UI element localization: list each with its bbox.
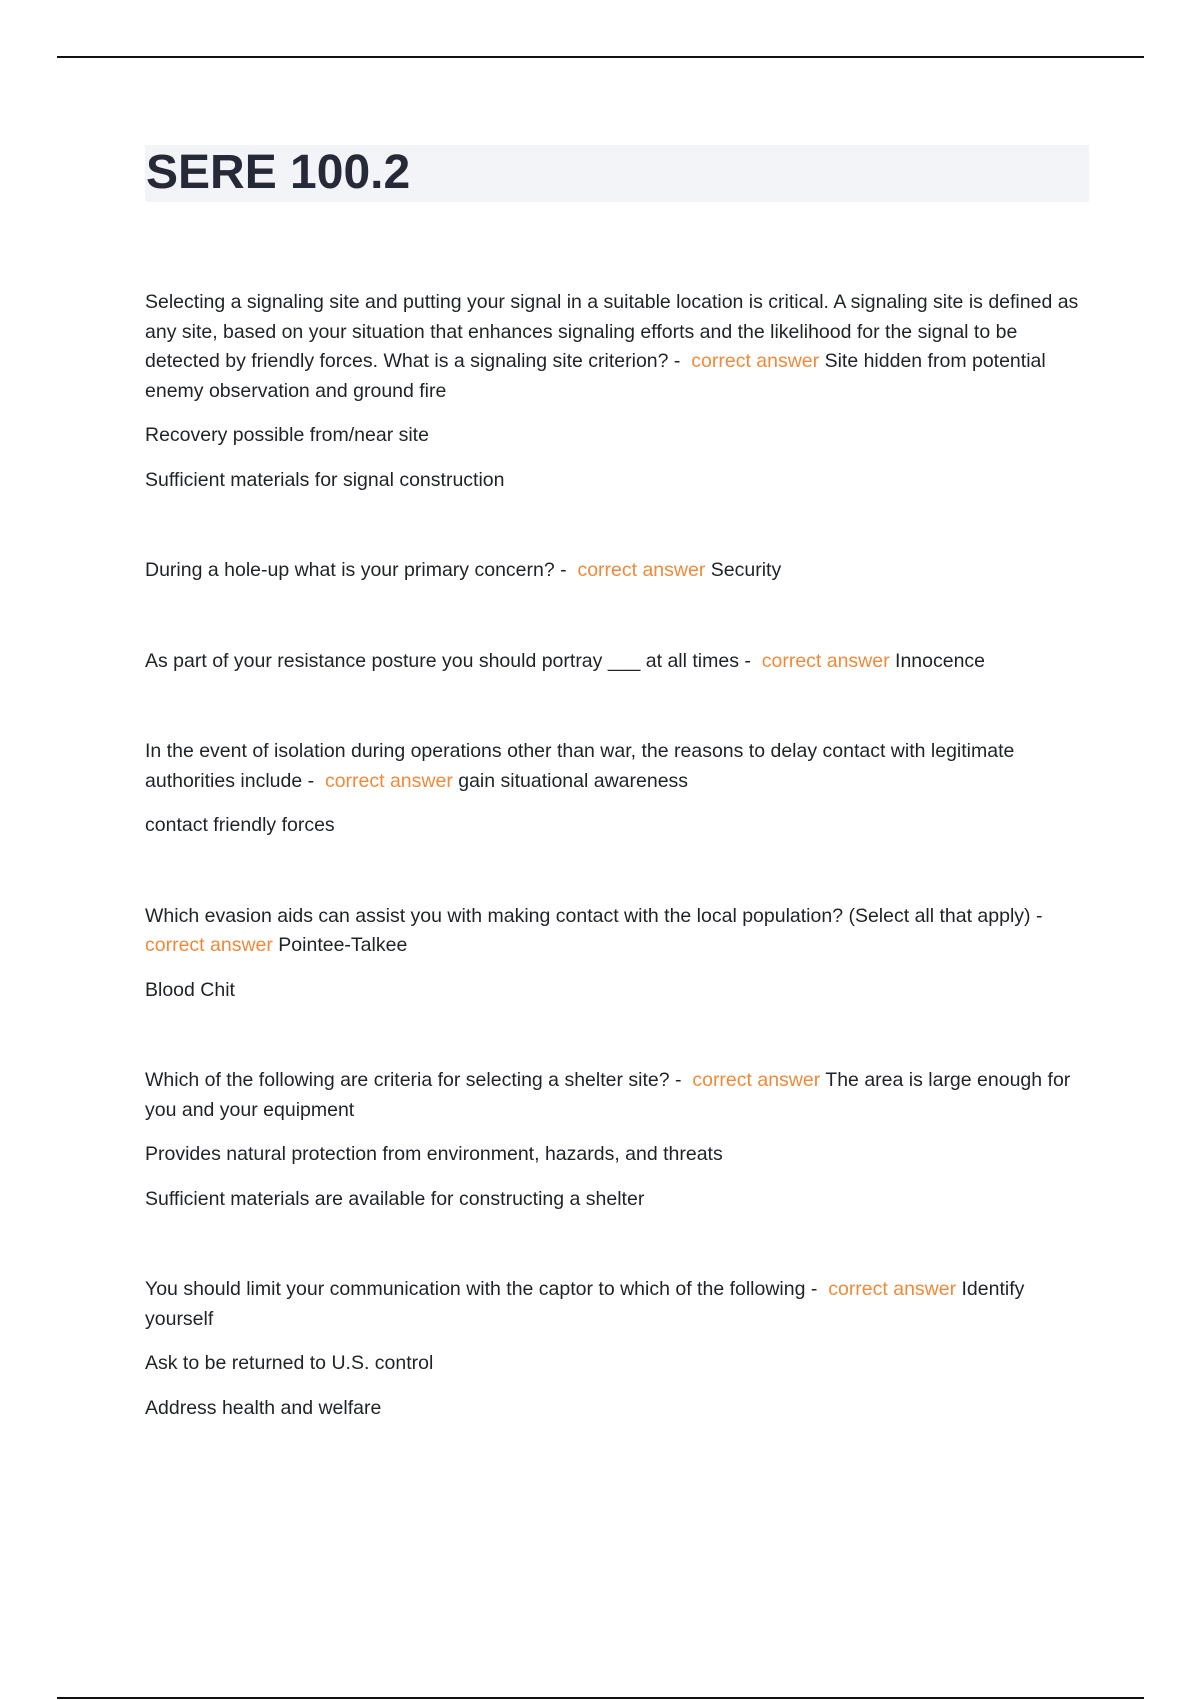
qa-item xyxy=(145,647,1090,677)
question-text: During a hole-up what is your primary concern? - xyxy=(145,559,567,581)
question-line xyxy=(145,556,1090,586)
question-text: Selecting a signaling site and putting your signal in a suitable location is critical. A signaling site is defined as any site, based on your situation that enhances signaling efforts and the likelihood for the signal to be detected by friendly forces. What is a signaling site criterion? - xyxy=(145,291,1079,372)
question-line xyxy=(145,647,1090,677)
question-text: You should limit your communication with the captor to which of the following - xyxy=(145,1278,818,1300)
answer-text: Pointee-Talkee xyxy=(278,934,408,956)
question-text: In the event of isolation during operations other than war, the reasons to delay contact with legitimate authorities include - xyxy=(145,740,1015,792)
answer-line: Sufficient materials for signal construction xyxy=(145,468,505,491)
answer-line: Blood Chit xyxy=(145,978,235,1001)
correct-answer-label: correct answer xyxy=(761,649,890,672)
correct-answer-label: correct answer xyxy=(577,559,706,581)
answer-line: Recovery possible from/near site xyxy=(145,424,429,446)
qa-item xyxy=(145,1275,1090,1423)
answer-text: Security xyxy=(710,559,782,581)
answer-line: contact friendly forces xyxy=(145,814,335,836)
qa-item xyxy=(145,556,1090,586)
bottom-rule xyxy=(57,1697,1144,1699)
qa-item xyxy=(145,288,1090,495)
question-line xyxy=(145,1275,1090,1334)
top-rule xyxy=(57,56,1144,58)
answer-line: Ask to be returned to U.S. control xyxy=(145,1352,434,1374)
qa-item xyxy=(145,1066,1090,1214)
question-line xyxy=(145,737,1090,796)
qa-item xyxy=(145,737,1090,841)
answer-text: Identify yourself xyxy=(145,1278,1025,1330)
qa-list xyxy=(145,288,1090,1484)
question-text: Which of the following are criteria for selecting a shelter site? - xyxy=(145,1069,682,1091)
correct-answer-label: correct answer xyxy=(692,1069,821,1091)
question-line xyxy=(145,1066,1090,1125)
correct-answer-label: correct answer xyxy=(828,1278,957,1300)
answer-text: The area is large enough for you and your equipment xyxy=(145,1069,1071,1121)
answer-line: Provides natural protection from environment, hazards, and threats xyxy=(145,1143,723,1165)
question-line xyxy=(145,902,1090,961)
question-text: As part of your resistance posture you should portray ___ at all times - xyxy=(145,649,751,672)
answer-text: Innocence xyxy=(895,649,986,672)
page-title: SERE 100.2 xyxy=(146,146,411,199)
answer-text: gain situational awareness xyxy=(458,769,689,792)
answer-line: Sufficient materials are available for constructing a shelter xyxy=(145,1187,645,1210)
correct-answer-label: correct answer xyxy=(691,350,820,372)
correct-answer-label: correct answer xyxy=(324,769,453,792)
answer-line: Address health and welfare xyxy=(145,1396,382,1419)
question-text: Which evasion aids can assist you with making contact with the local population? (Select all that apply) - xyxy=(145,904,1043,927)
answer-text: Site hidden from potential enemy observation and ground fire xyxy=(145,350,1046,402)
correct-answer-label: correct answer xyxy=(145,934,273,956)
qa-item xyxy=(145,902,1090,1006)
question-line xyxy=(145,288,1090,406)
